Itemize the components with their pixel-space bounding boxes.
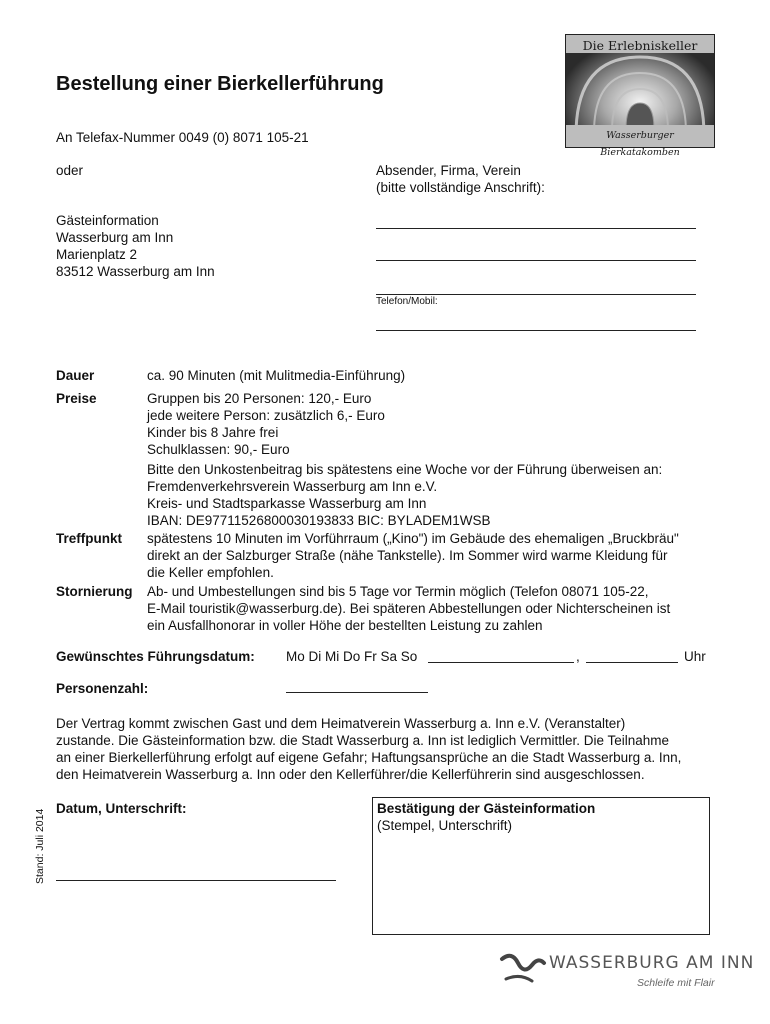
comma: ,	[576, 649, 580, 664]
confirmation-sub: (Stempel, Unterschrift)	[377, 818, 513, 833]
payment-info	[147, 461, 662, 529]
recipient-address	[56, 212, 215, 280]
address-line: Wasserburg am Inn	[56, 230, 174, 245]
preise-label: Preise	[56, 391, 97, 406]
payment-line: Fremdenverkehrsverein Wasserburg am Inn e.V.	[147, 479, 438, 494]
stornierung-line: Ab- und Umbestellungen sind bis 5 Tage vor Termin möglich (Telefon 08071 105-22,	[147, 584, 649, 599]
price-line: Gruppen bis 20 Personen: 120,- Euro	[147, 391, 372, 406]
persons-line[interactable]	[286, 692, 428, 693]
payment-line: Kreis- und Stadtsparkasse Wasserburg am Inn	[147, 496, 427, 511]
time-line[interactable]	[586, 662, 678, 663]
sender-line-2[interactable]	[376, 260, 696, 261]
oder-label: oder	[56, 163, 84, 178]
contract-line: an einer Bierkellerführung erfolgt auf eigene Gefahr; Haftungsansprüche an die Stadt Wasserburg a. Inn,	[56, 750, 682, 765]
address-line: Marienplatz 2	[56, 247, 138, 262]
payment-line: Bitte den Unkostenbeitrag bis spätestens eine Woche vor der Führung überweisen an:	[147, 462, 663, 477]
sender-heading: Absender, Firma, Verein	[376, 163, 521, 178]
price-line: Kinder bis 8 Jahre frei	[147, 425, 279, 440]
stornierung-line: E-Mail touristik@wasserburg.de). Bei späteren Abbestellungen oder Nichterscheinen ist	[147, 601, 671, 616]
contract-line: zustande. Die Gästeinformation bzw. die Stadt Wasserburg a. Inn ist lediglich Vermittler. Die Teilnahme	[56, 733, 670, 748]
stornierung-label: Stornierung	[56, 584, 133, 599]
image-caption-bottom: Wasserburger Bierkatakomben	[600, 130, 680, 158]
sender-line-1[interactable]	[376, 228, 696, 229]
phone-line[interactable]	[376, 330, 696, 331]
logo-name: WASSERBURG AM INN	[549, 953, 755, 973]
weekday-options: Mo Di Mi Do Fr Sa So	[286, 649, 418, 664]
fax-number: An Telefax-Nummer 0049 (0) 8071 105-21	[56, 130, 309, 145]
address-line: Gästeinformation	[56, 213, 159, 228]
dauer-value: ca. 90 Minuten (mit Mulitmedia-Einführung)	[147, 368, 406, 383]
stand-date: Stand: Juli 2014	[34, 808, 46, 884]
preise-list	[147, 390, 385, 458]
price-line: jede weitere Person: zusätzlich 6,- Euro	[147, 408, 385, 423]
image-caption-top: Die Erlebniskeller	[582, 38, 698, 53]
persons-label: Personenzahl:	[56, 681, 149, 696]
treffpunkt-label: Treffpunkt	[56, 531, 122, 546]
treffpunkt-line: direkt an der Salzburger Straße (nähe Tankstelle). Im Sommer wird warme Kleidung für	[147, 548, 668, 563]
contract-line: den Heimatverein Wasserburg a. Inn oder den Kellerführer/die Kellerführerin sind ausgeschlossen.	[56, 767, 645, 782]
contract-text	[56, 715, 681, 783]
stornierung-text	[147, 583, 670, 634]
treffpunkt-text	[147, 530, 679, 581]
sender-hint: (bitte vollständige Anschrift):	[376, 180, 545, 195]
treffpunkt-line: die Keller empfohlen.	[147, 565, 274, 580]
signature-label: Datum, Unterschrift:	[56, 801, 187, 816]
confirmation-heading: Bestätigung der Gästeinformation	[377, 801, 596, 816]
sender-line-3[interactable]	[376, 294, 696, 295]
stornierung-line: ein Ausfallhonorar in voller Höhe der bestellten Leistung zu zahlen	[147, 618, 543, 633]
price-line: Schulklassen: 90,- Euro	[147, 442, 290, 457]
dauer-label: Dauer	[56, 368, 95, 383]
phone-label: Telefon/Mobil:	[376, 296, 438, 307]
cellar-photo	[565, 34, 715, 158]
date-label: Gewünschtes Führungsdatum:	[56, 649, 255, 664]
contract-line: Der Vertrag kommt zwischen Gast und dem Heimatverein Wasserburg a. Inn e.V. (Veranstalter)	[56, 716, 626, 731]
confirmation-box	[372, 797, 710, 935]
payment-line: IBAN: DE97711526800030193833 BIC: BYLADEM1WSB	[147, 513, 491, 528]
treffpunkt-line: spätestens 10 Minuten im Vorführraum („Kino") im Gebäude des ehemaligen „Bruckbräu"	[147, 531, 679, 546]
logo-tagline: Schleife mit Flair	[637, 977, 715, 989]
page-title: Bestellung einer Bierkellerführung	[56, 73, 384, 95]
wasserburg-logo-icon	[498, 949, 548, 989]
signature-line[interactable]	[56, 880, 336, 881]
uhr-label: Uhr	[684, 649, 706, 664]
date-line[interactable]	[428, 662, 574, 663]
address-line: 83512 Wasserburg am Inn	[56, 264, 215, 279]
